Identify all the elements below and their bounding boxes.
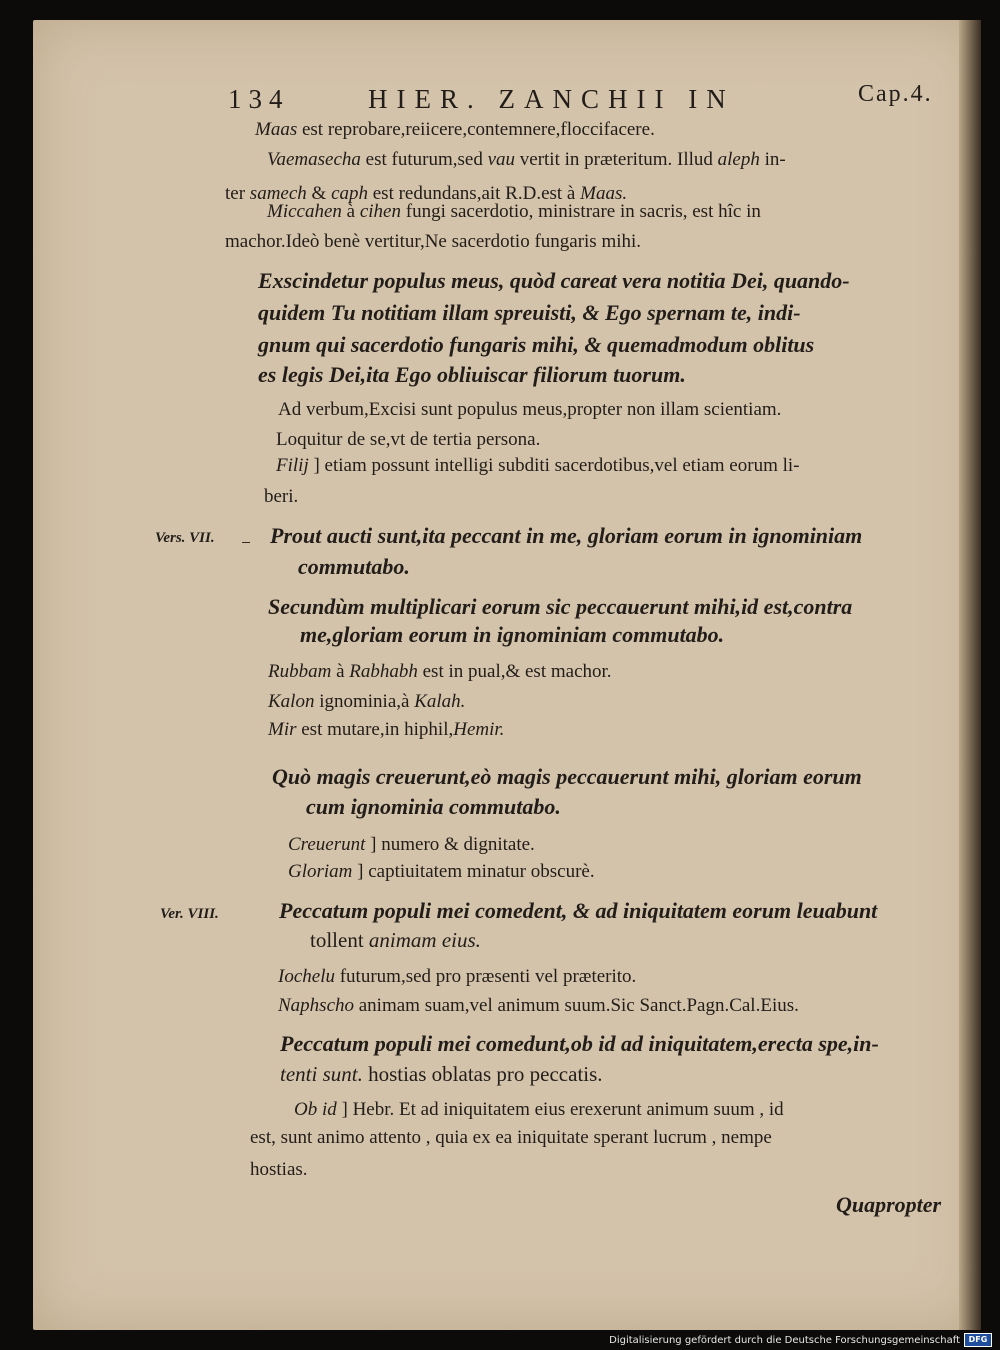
text-line [270, 525, 862, 547]
text-run: ] numero & dignitate. [365, 834, 535, 855]
text-run: Kalah. [414, 691, 466, 712]
text-run: Quò magis creuerunt,eò magis peccauerunt mihi, gloriam eorum [272, 764, 862, 789]
text-run: beri. [264, 486, 299, 507]
text-run: & [306, 183, 332, 204]
text-run: Rabhabh [349, 661, 418, 682]
text-line [272, 766, 862, 788]
text-run: Kalon [268, 691, 315, 712]
text-run: à [331, 661, 350, 682]
text-run: caph [331, 183, 368, 204]
footer-bar [0, 1330, 1000, 1350]
margin-note-vers-7: Vers. VII. [155, 530, 215, 546]
text-run: est in pual,& est machor. [417, 661, 612, 682]
text-line [268, 596, 852, 618]
text-run: tollent [310, 928, 369, 952]
text-run: Ad verbum,Excisi sunt populus meus,propter non illam scientiam. [278, 399, 782, 420]
text-line [258, 364, 686, 386]
text-run: ] etiam possunt intelligi subditi sacerdotibus,vel etiam eorum li- [308, 455, 800, 476]
text-run: gloriam eorum in ignominiam commutabo. [332, 622, 725, 647]
text-run: est mutare,in hiphil, [296, 719, 454, 740]
text-run: Iochelu [278, 966, 335, 987]
text-run: Rubbam [268, 661, 332, 682]
text-run: Quapropter [836, 1192, 942, 1217]
text-run: samech [249, 183, 307, 204]
text-run: Naphscho [278, 995, 354, 1016]
text-line [258, 270, 850, 292]
margin-dash [242, 542, 250, 543]
text-line [310, 930, 481, 951]
text-run: gnum qui sacerdotio fungaris mihi, & quemadmodum oblitus [258, 332, 815, 357]
page-spine-shadow [959, 20, 981, 1330]
text-run: Maas [255, 119, 298, 140]
text-line [276, 430, 540, 449]
text-line [267, 202, 761, 221]
text-line [298, 556, 410, 578]
text-run: cihen [359, 201, 401, 222]
text-run: Maas. [580, 183, 628, 204]
text-run: Hemir. [453, 719, 505, 740]
text-line [294, 1100, 784, 1119]
text-run: ignominia,à [314, 691, 415, 712]
text-run: cum ignominia commutabo. [306, 794, 561, 819]
running-title: HIER. ZANCHII IN [368, 84, 735, 114]
text-line [264, 487, 298, 506]
text-run: Prout aucti sunt,ita peccant in me, gloriam eorum in ignominiam [270, 523, 863, 548]
text-run: Peccatum populi mei comedent, & ad iniquitatem eorum leuabunt [279, 898, 878, 923]
text-line [280, 1033, 879, 1055]
text-run: vau [487, 149, 516, 170]
margin-note-vers-8: Ver. VIII. [160, 906, 219, 922]
text-line [268, 720, 504, 739]
text-line [250, 1128, 772, 1147]
text-line [288, 835, 535, 854]
text-run: vertit in præteritum. Illud [515, 149, 718, 170]
text-line [276, 456, 799, 475]
text-run: Mir [268, 719, 297, 740]
text-run: Ob id [294, 1099, 337, 1120]
text-line [278, 400, 781, 419]
text-run: hostias. [250, 1159, 308, 1180]
text-run: Creuerunt [288, 834, 366, 855]
catchword [836, 1194, 941, 1216]
text-run: ] captiuitatem minatur obscurè. [352, 861, 595, 882]
text-line [268, 692, 465, 711]
text-run: est, sunt animo attento , quia ex ea iniquitate sperant lucrum , nempe [250, 1127, 772, 1148]
text-run: est reprobare,reiicere,contemnere,floccifacere. [297, 119, 655, 140]
text-run: tenti sunt. [280, 1062, 363, 1086]
text-run: Gloriam [288, 861, 353, 882]
text-line [268, 662, 612, 681]
text-run: machor.Ideò benè vertitur,Ne sacerdotio fungaris mihi. [225, 231, 642, 252]
text-line [267, 150, 786, 169]
text-run: ] Hebr. Et ad iniquitatem eius erexerunt animum suum , id [336, 1099, 784, 1120]
text-run: à [341, 201, 360, 222]
text-run: Secundùm multiplicari eorum sic peccauerunt mihi, [268, 594, 742, 619]
text-run: id est,contra [741, 594, 853, 619]
text-line [306, 796, 561, 818]
text-run: animam suam,vel animum suum.Sic Sanct.Pagn.Cal.Eius. [354, 995, 799, 1016]
text-run: Loquitur de se,vt de tertia persona. [276, 429, 541, 450]
text-run: in- [759, 149, 786, 170]
text-run: ter [225, 183, 250, 204]
text-line [278, 996, 799, 1015]
dfg-logo-icon: DFG [964, 1333, 992, 1347]
text-run: Exscindetur populus meus, quòd careat vera notitia Dei, quando- [258, 268, 850, 293]
text-run: est redundans,ait R.D.est à [368, 183, 581, 204]
page-number: 134 [228, 84, 290, 114]
text-line [288, 862, 595, 881]
text-line [250, 1160, 308, 1179]
text-line [278, 967, 636, 986]
text-run: est futurum,sed [360, 149, 488, 170]
text-line [300, 624, 724, 646]
text-run: commutabo. [298, 554, 410, 579]
text-run: Filij [276, 455, 309, 476]
text-run: Vaemasecha [267, 149, 361, 170]
text-line [279, 900, 877, 922]
text-run: aleph [717, 149, 760, 170]
text-run: Miccahen [267, 201, 342, 222]
text-run: hostias oblatas pro peccatis. [362, 1062, 603, 1086]
text-run: Peccatum populi mei comedunt,ob id ad iniquitatem,erecta spe,in- [280, 1031, 879, 1056]
text-line [255, 120, 655, 139]
funding-credit: Digitalisierung gefördert durch die Deutsche Forschungsgemeinschaft [609, 1335, 960, 1346]
text-run: quidem Tu notitiam illam spreuisti, & Ego spernam te, indi- [258, 300, 801, 325]
text-line [258, 334, 814, 356]
text-line [258, 302, 801, 324]
text-run: es legis Dei,ita Ego obliuiscar filiorum tuorum. [258, 362, 686, 387]
chapter-label: Cap.4. [858, 81, 933, 107]
text-run: fungi sacerdotio, ministrare in sacris, est hîc in [401, 201, 761, 222]
text-run: futurum,sed pro præsenti vel præterito. [334, 966, 637, 987]
text-line [280, 1064, 603, 1085]
text-run: animam eius. [368, 928, 481, 952]
text-line [225, 232, 641, 251]
text-run: me, [300, 622, 333, 647]
